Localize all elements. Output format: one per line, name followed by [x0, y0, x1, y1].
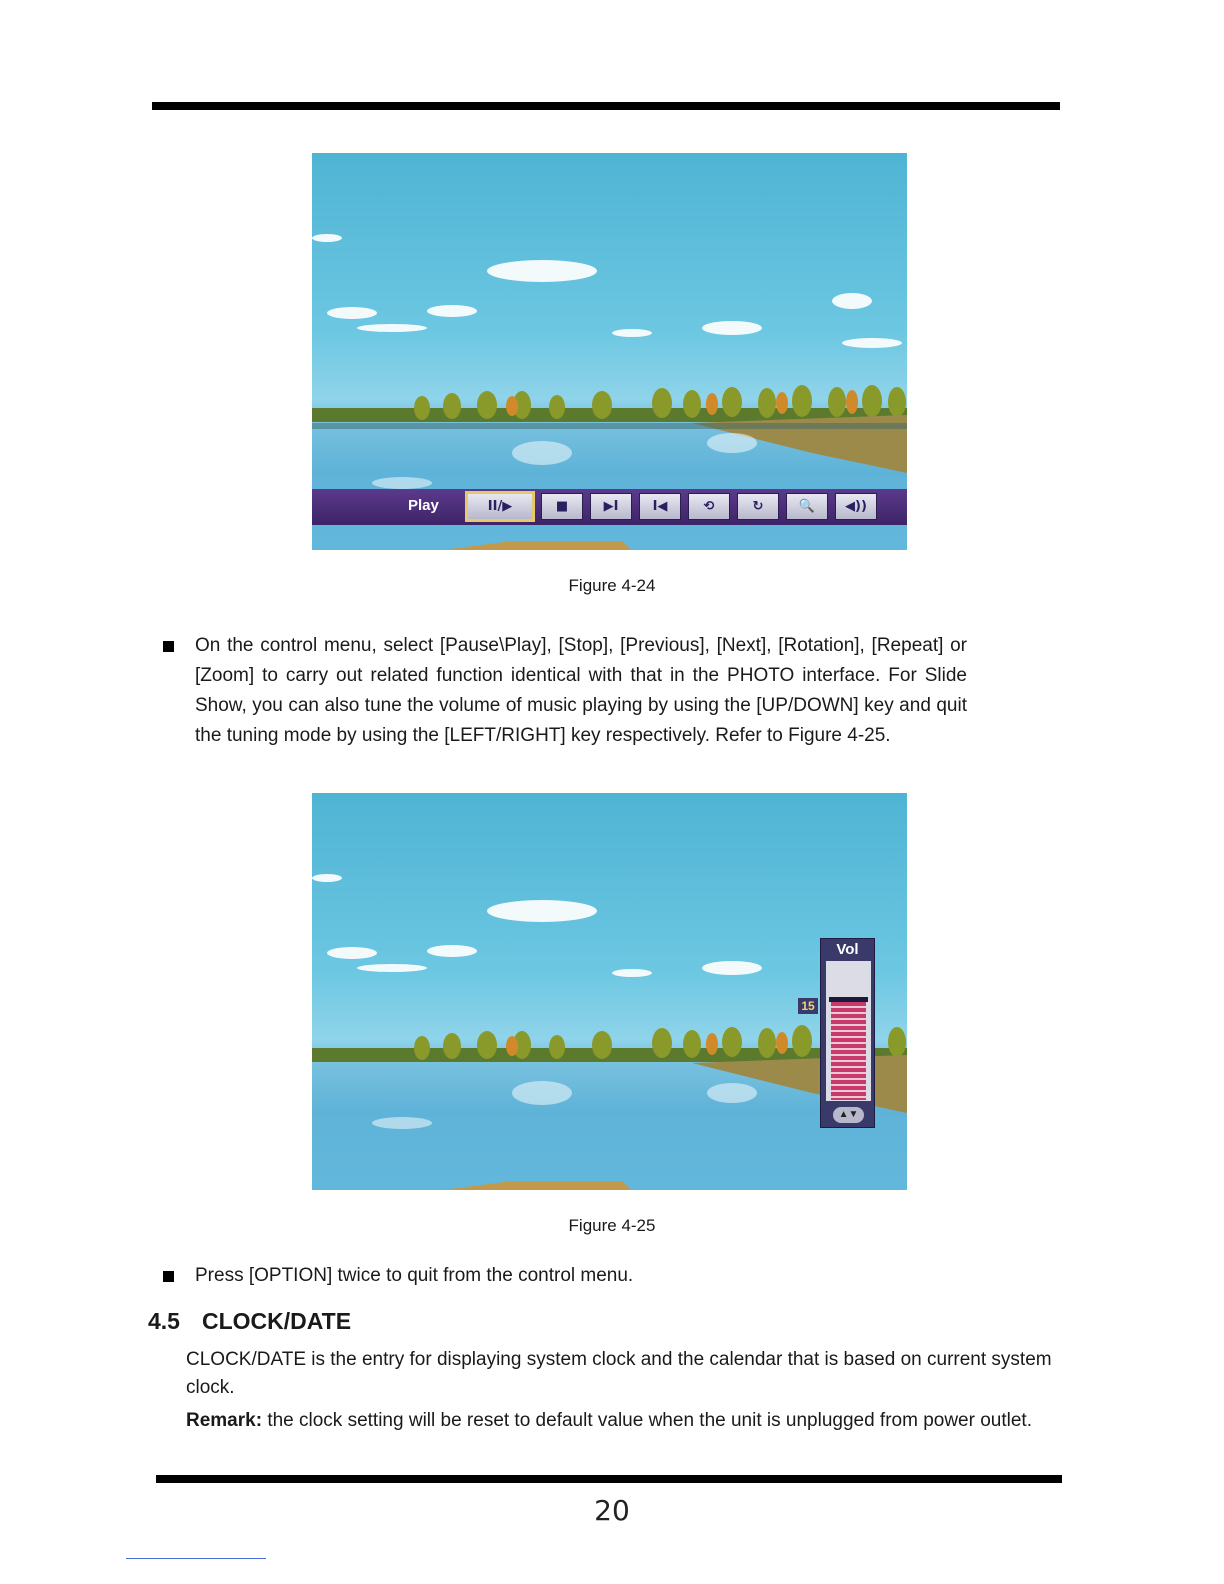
volume-meter: [831, 1002, 866, 1100]
control-menu-label: Play: [408, 497, 439, 514]
figure-4-25-photo: [312, 793, 907, 1190]
section-number: 4.5: [148, 1308, 180, 1334]
rotation-button[interactable]: ↻: [737, 493, 779, 520]
stop-button[interactable]: ■: [541, 493, 583, 520]
up-down-arrows-icon: ▲▼: [833, 1107, 864, 1123]
figure-caption: Figure 4-24: [568, 576, 656, 595]
volume-slider[interactable]: [820, 938, 875, 1128]
page-number: 20: [594, 1494, 630, 1527]
bullet-text: On the control menu, select [Pause\Play], [Stop], [Previous], [Next], [Rotation], [Repeat] or [Zoom] to carry out related function identical with that in the PHOTO interface. For Slide Show, you can also tune the volume of music playing by using the [UP/DOWN] key and quit the tuning mode by using the [LEFT/RIGHT] key respectively. Refer to Figure 4-25.: [195, 635, 967, 746]
volume-label: Vol: [836, 941, 859, 958]
volume-level-value: 15: [798, 998, 818, 1014]
next-button[interactable]: ▶I: [590, 493, 632, 520]
control-menu-bar: [312, 489, 907, 525]
section-heading: [148, 1308, 351, 1335]
section-paragraph: CLOCK/DATE is the entry for displaying system clock and the calendar that is based on current system clock.: [186, 1349, 1052, 1398]
volume-knob[interactable]: [829, 997, 868, 1002]
bullet-text: Press [OPTION] twice to quit from the control menu.: [195, 1265, 634, 1286]
volume-button[interactable]: ◀)): [835, 493, 877, 520]
lake-scene-image: [312, 793, 907, 1190]
bottom-rule: [156, 1475, 1062, 1483]
bullet-square-icon: [163, 1271, 174, 1282]
previous-button[interactable]: I◀: [639, 493, 681, 520]
repeat-button[interactable]: ⟲: [688, 493, 730, 520]
bullet-square-icon: [163, 641, 174, 652]
remark-label: Remark:: [186, 1410, 263, 1431]
footer-underline: [126, 1558, 266, 1559]
remark-text: the clock setting will be reset to default value when the unit is unplugged from power outlet.: [262, 1410, 1032, 1431]
top-rule: [152, 102, 1060, 110]
figure-4-24-photo: [312, 153, 907, 550]
pause-play-button[interactable]: II/▶: [465, 491, 535, 522]
remark-paragraph: [186, 1407, 1056, 1435]
section-title: CLOCK/DATE: [202, 1308, 352, 1334]
figure-caption: Figure 4-25: [568, 1216, 656, 1235]
zoom-button[interactable]: 🔍: [786, 493, 828, 520]
